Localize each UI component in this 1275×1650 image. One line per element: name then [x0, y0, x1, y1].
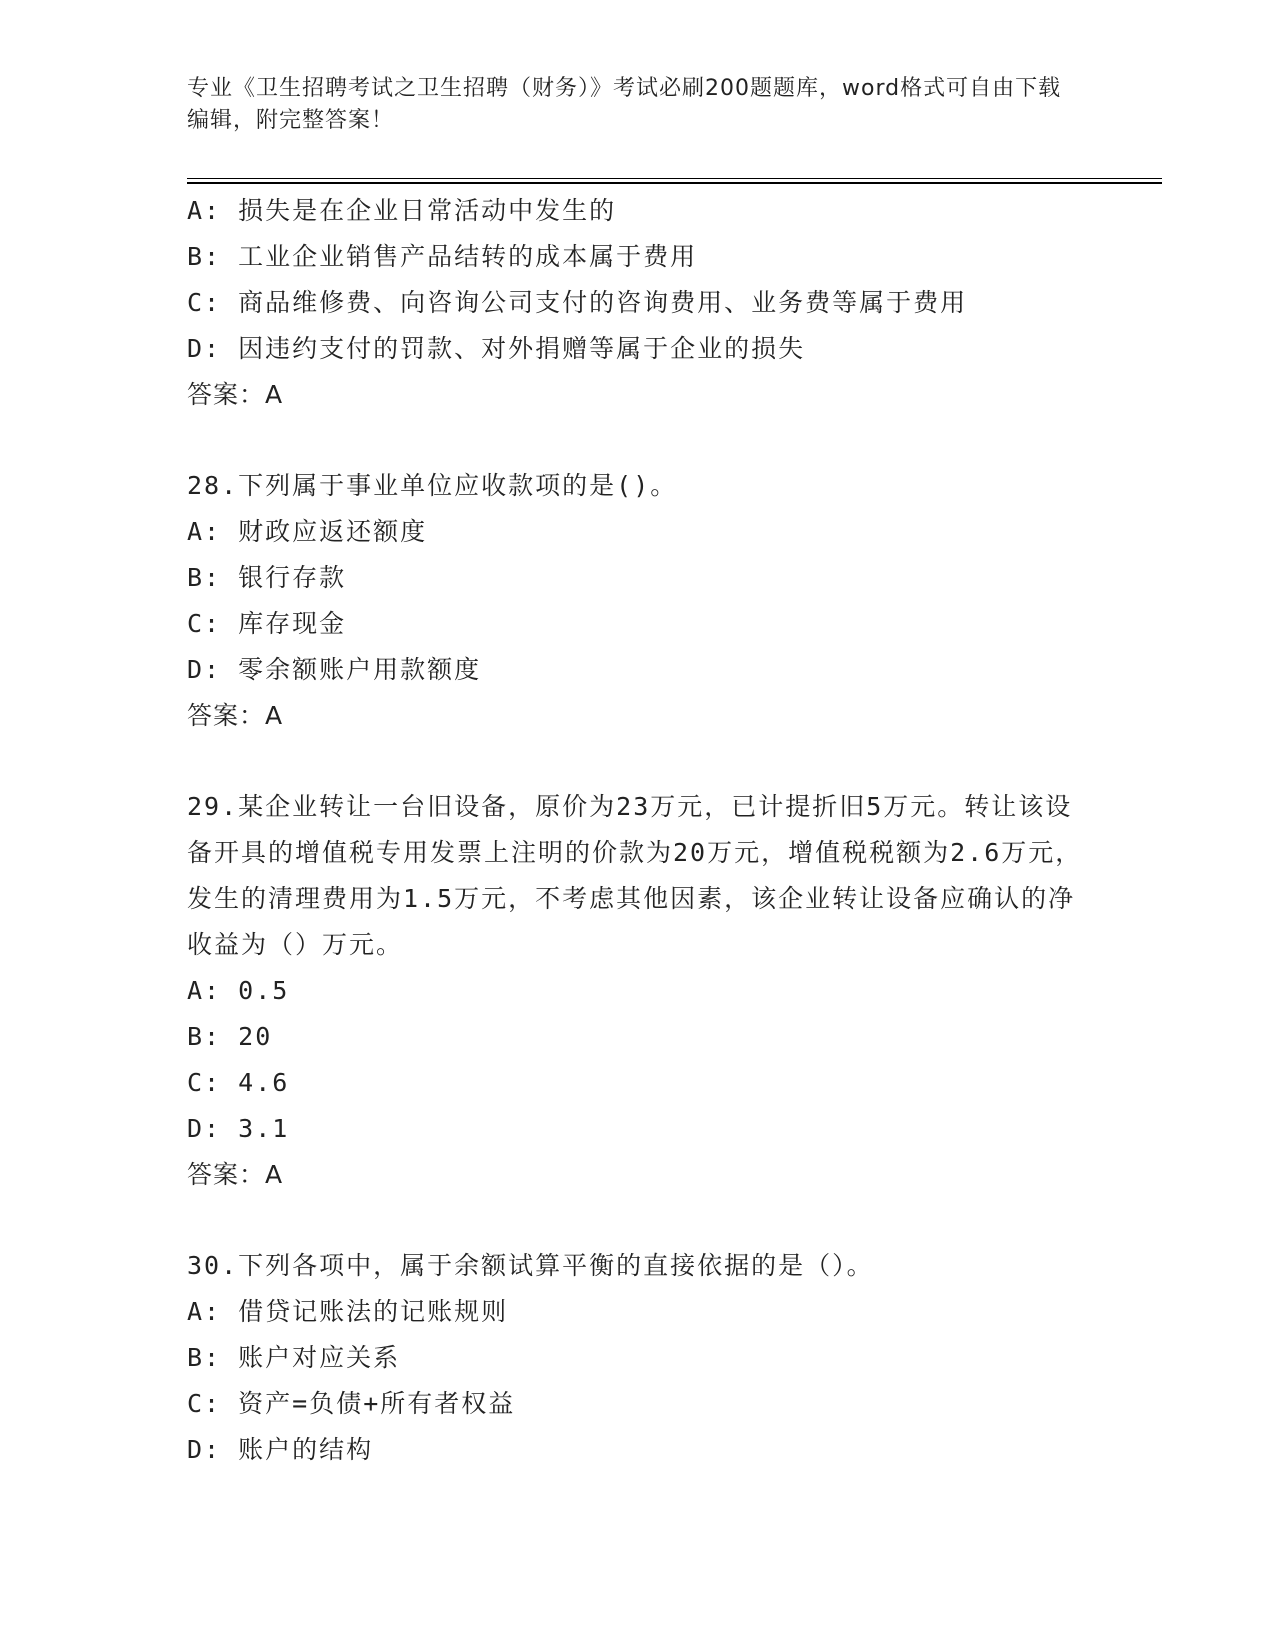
header-divider-thick [187, 182, 1162, 184]
option-d: D: 因违约支付的罚款、对外捐赠等属于企业的损失 [187, 334, 806, 363]
question-28 [187, 463, 1087, 739]
option-b: B: 工业企业销售产品结转的成本属于费用 [187, 242, 698, 271]
option-a: A: 0.5 [187, 976, 290, 1005]
option-d: D: 零余额账户用款额度 [187, 655, 482, 684]
header-divider-thin [187, 178, 1162, 179]
question-30 [187, 1243, 1087, 1473]
question-27 [187, 188, 1087, 418]
answer: 答案：A [187, 1160, 284, 1189]
question-stem: 30.下列各项中，属于余额试算平衡的直接依据的是（）。 [187, 1251, 874, 1280]
question-29 [187, 784, 1087, 1198]
option-b: B: 账户对应关系 [187, 1343, 401, 1372]
option-d: D: 3.1 [187, 1114, 290, 1143]
option-c: C: 资产=负债+所有者权益 [187, 1389, 516, 1418]
option-c: C: 4.6 [187, 1068, 290, 1097]
option-a: A: 财政应返还额度 [187, 517, 428, 546]
question-stem: 28.下列属于事业单位应收款项的是()。 [187, 471, 678, 500]
option-b: B: 银行存款 [187, 563, 347, 592]
answer: 答案：A [187, 380, 284, 409]
document-header: 专业《卫生招聘考试之卫生招聘（财务）》考试必刷200题题库，word格式可自由下载编辑，附完整答案！ [187, 76, 1062, 133]
question-list [187, 188, 1087, 1473]
option-c: C: 库存现金 [187, 609, 347, 638]
option-a: A: 损失是在企业日常活动中发生的 [187, 196, 617, 225]
question-stem: 29.某企业转让一台旧设备，原价为23万元，已计提折旧5万元。转让该设备开具的增值税专用发票上注明的价款为20万元，增值税税额为2.6万元，发生的清理费用为1.5万元，不考虑其他因素，该企业转让设备应确认的净收益为（）万元。 [187, 792, 1083, 959]
answer: 答案：A [187, 701, 284, 730]
option-d: D: 账户的结构 [187, 1435, 374, 1464]
option-b: B: 20 [187, 1022, 273, 1051]
option-a: A: 借贷记账法的记账规则 [187, 1297, 509, 1326]
option-c: C: 商品维修费、向咨询公司支付的咨询费用、业务费等属于费用 [187, 288, 968, 317]
